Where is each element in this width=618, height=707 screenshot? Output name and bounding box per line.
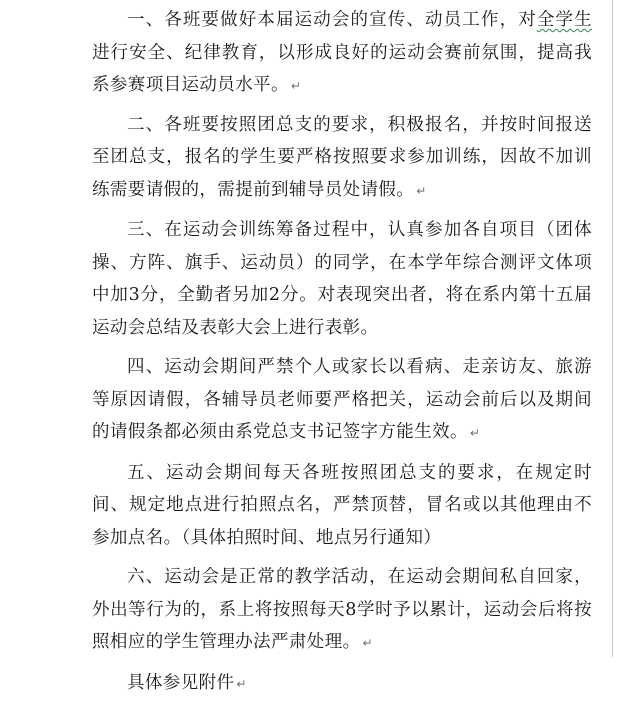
paragraph-7[interactable]	[92, 667, 592, 701]
paragraph-mark-icon: ↵	[362, 636, 373, 650]
paragraph-1-text-end: 进行安全、纪律教育，以形成良好的运动会赛前氛围，提高我系参赛项目运动员水平。	[92, 42, 592, 95]
paragraph-2[interactable]	[92, 109, 592, 208]
paragraph-4-text: 四、运动会期间严禁个人或家长以看病、走亲访友、旅游等原因请假，各辅导员老师要严格把关，运动会前后以及期间的请假条都必须由系党总支书记签字方能生效。	[92, 357, 592, 442]
paragraph-mark-icon: ↵	[416, 183, 427, 198]
page-right-edge	[612, 0, 613, 657]
paragraph-6[interactable]	[92, 561, 592, 660]
paragraph-7-text: 具体参见附件	[127, 672, 235, 693]
paragraph-mark-icon: ↵	[236, 676, 247, 691]
paragraph-4[interactable]	[92, 351, 592, 450]
paragraph-6-text: 六、运动会是正常的教学活动，在运动会期间私自回家，外出等行为的，系上将按照每天8学时予以累计，运动会后将按照相应的学生管理办法严肃处理。	[92, 567, 592, 652]
spellcheck-flagged-text[interactable]: 全学生	[536, 10, 592, 30]
paragraph-5-text: 五、运动会期间每天各班按照团总支的要求，在规定时间、规定地点进行拍照点名，严禁顶替，冒名或以其他理由不参加点名。（具体拍照时间、地点另行通知）	[92, 462, 592, 548]
paragraph-5[interactable]	[92, 457, 592, 555]
paragraph-mark-icon: ↵	[469, 426, 480, 440]
paragraph-mark-icon: ↵	[290, 79, 301, 93]
paragraph-2-text: 二、各班要按照团总支的要求，积极报名，并按时间报送至团总支，报名的学生要严格按照要求参加训练，因故不加训练需要请假的，需提前到辅导员处请假。	[92, 114, 592, 200]
paragraph-3[interactable]	[92, 214, 592, 344]
paragraph-3-text: 三、在运动会训练筹备过程中，认真参加各自项目（团体操、方阵、旗手、运动员）的同学，在本学年综合测评文体项中加3分，全勤者另加2分。对表现突出者，将在系内第十五届运动会总结及表彰大会上进行表彰。	[92, 220, 592, 338]
document-body[interactable]	[92, 4, 592, 707]
paragraph-1-text-start: 一、各班要做好本届运动会的宣传、动员工作，对	[127, 10, 537, 30]
paragraph-1[interactable]	[92, 4, 592, 103]
